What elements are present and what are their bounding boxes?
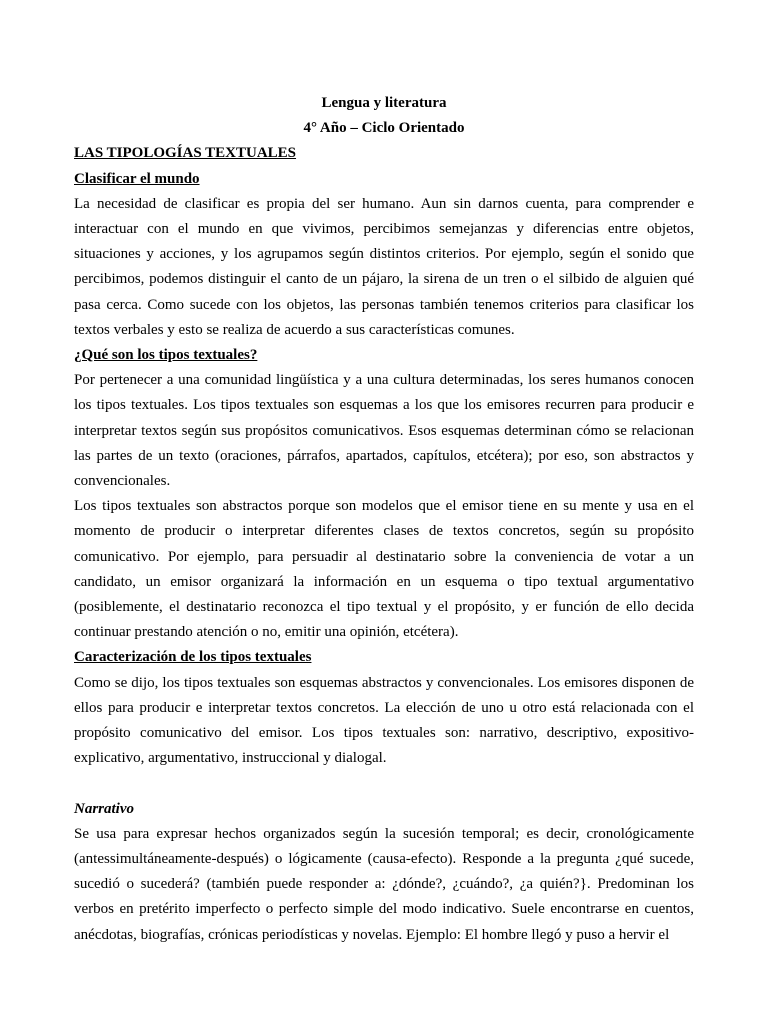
section-heading-que-son: ¿Qué son los tipos textuales? <box>74 347 258 364</box>
course-title: 4° Año – Ciclo Orientado <box>303 120 465 137</box>
paragraph-clasificar: La necesidad de clasificar es propia del ser humano. Aun sin darnos cuenta, para comprender e interactuar con el mundo en que vivimos, percibimos semejanzas y diferencias entre objetos, situaciones y acciones, y los agrupamos según distintos criterios. Por ejemplo, según el sonido que percibimos, podemos distinguir el canto de un pájaro, la sirena de un tren o el silbido de alguien qué pasa cerca. Como sucede con los objetos, las personas también tenemos criterios para clasificar los textos verbales y esto se realiza de acuerdo a sus características comunes. <box>74 195 694 338</box>
blank-line <box>74 771 694 796</box>
section-heading-caracterizacion: Caracterización de los tipos textuales <box>74 649 312 666</box>
paragraph-que-son-2: Los tipos textuales son abstractos porque son modelos que el emisor tiene en su mente y usa en el momento de producir o interpretar diferentes clases de textos concretos, según su propósito comunicativo. Por ejemplo, para persuadir al destinatario sobre la conveniencia de votar a un candidato, un emisor organizará la información en un esquema o tipo textual argumentativo (posiblemente, el destinatario reconozca el tipo textual y el propósito, y er función de ello decida continuar prestando atención o no, emitir una opinión, etcétera). <box>74 498 694 641</box>
section-heading-narrativo: Narrativo <box>74 800 134 817</box>
section-heading-clasificar: Clasificar el mundo <box>74 170 200 187</box>
main-title: LAS TIPOLOGÍAS TEXTUALES <box>74 145 297 162</box>
subject-title: Lengua y literatura <box>321 95 447 111</box>
document-page <box>74 91 694 948</box>
paragraph-que-son-1: Por pertenecer a una comunidad lingüística y a una cultura determinadas, los seres humanos conocen los tipos textuales. Los tipos textuales son esquemas a los que los emisores recurren para producir e interpretar textos según sus propósitos comunicativos. Esos esquemas determinan cómo se relacionan las partes de un texto (oraciones, párrafos, apartados, capítulos, etcétera); por eso, son abstractos y convencionales. <box>74 372 694 490</box>
paragraph-caracterizacion: Como se dijo, los tipos textuales son esquemas abstractos y convencionales. Los emisores disponen de ellos para producir e interpretar textos concretos. La elección de uno u otro está relacionada con el propósito comunicativo del emisor. Los tipos textuales son: narrativo, descriptivo, expositivo-explicativo, argumentativo, instruccional y dialogal. <box>74 674 694 767</box>
paragraph-narrativo: Se usa para expresar hechos organizados según la sucesión temporal; es decir, cronológicamente (antessimultáneamente-después) o lógicamente (causa-efecto). Responde a la pregunta ¿qué sucede, sucedió o sucederá? (también puede responder a: ¿dónde?, ¿cuándo?, ¿a quién?}. Predominan los verbos en pretérito imperfecto o perfecto simple del modo indicativo. Suele encontrarse en cuentos, anécdotas, biografías, crónicas periodísticas y novelas. Ejemplo: El hombre llegó y puso a hervir el <box>74 825 694 943</box>
